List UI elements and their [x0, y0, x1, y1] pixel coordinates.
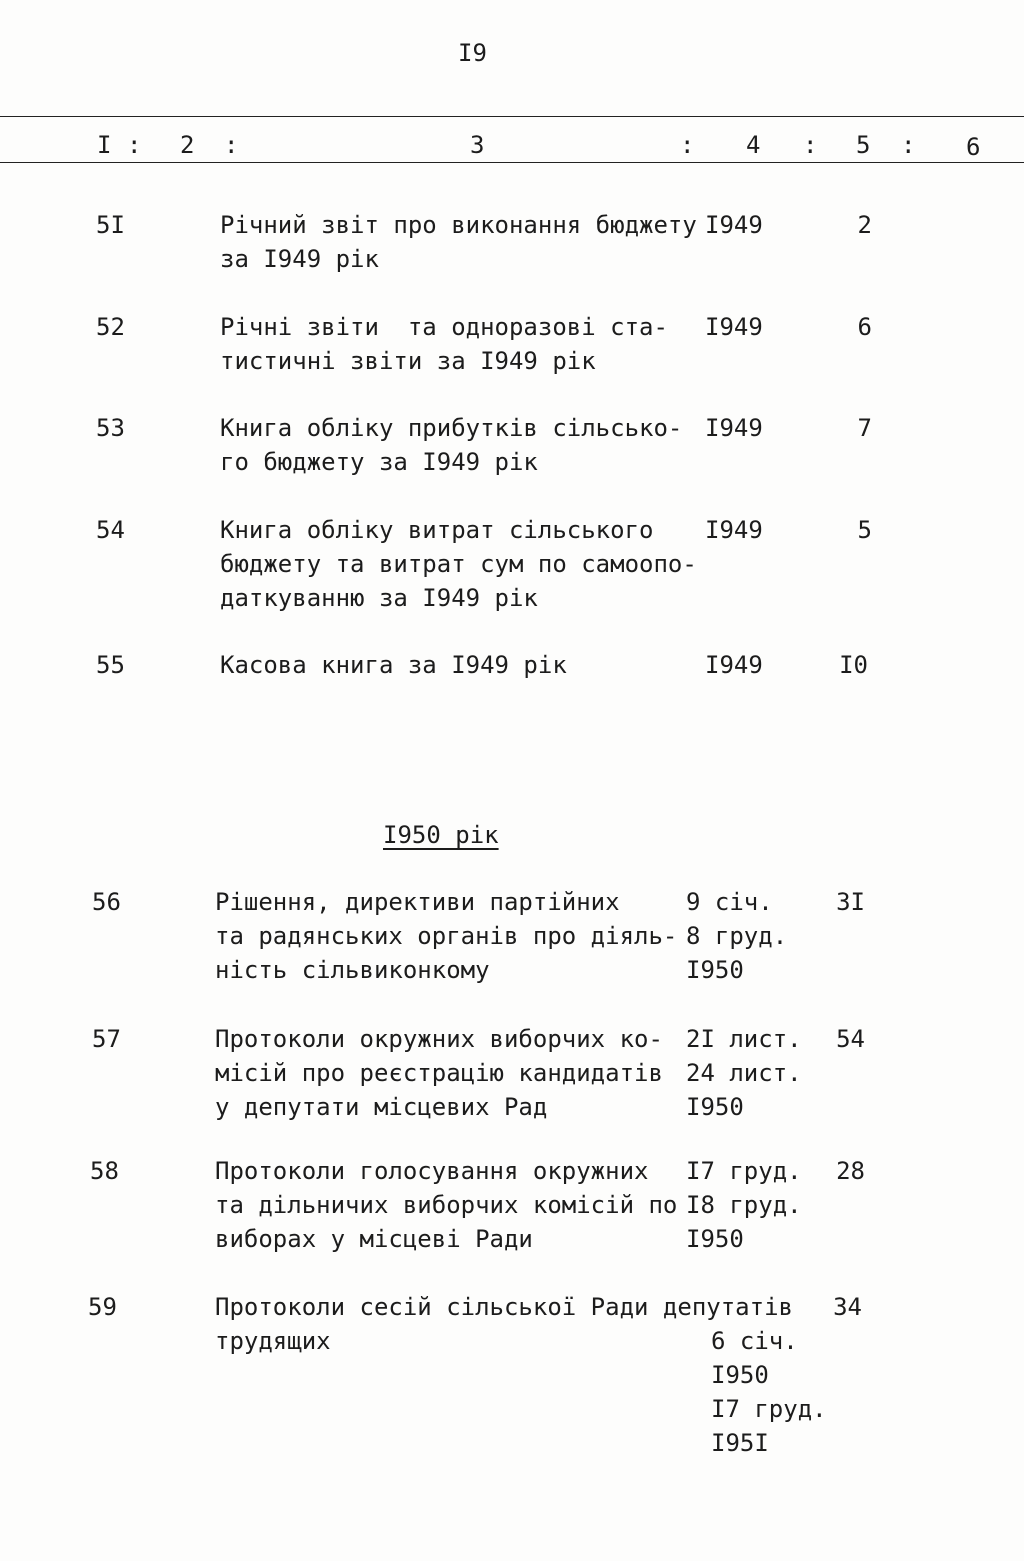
- entry-description: [215, 1154, 677, 1256]
- description-line: за I949 рік: [220, 245, 379, 273]
- column-header-6: 6: [966, 133, 981, 161]
- date-line: I950: [686, 1225, 744, 1253]
- description-line: трудящих: [215, 1327, 331, 1355]
- date-line: I950: [686, 1093, 744, 1121]
- entry-number: 59: [88, 1293, 117, 1321]
- entry-dates: [686, 1022, 802, 1124]
- entry-sheet-count: 54: [836, 1025, 865, 1053]
- entry-description: [220, 411, 682, 479]
- description-line: ність сільвиконкому: [215, 956, 490, 984]
- entry-sheet-count: 28: [836, 1157, 865, 1185]
- date-line: I950: [686, 956, 744, 984]
- entry-dates: [686, 1154, 802, 1256]
- date-line: I950: [711, 1361, 769, 1389]
- column-header-separator: :: [224, 131, 239, 159]
- date-line: I7 груд.: [686, 1157, 802, 1185]
- date-line: I949: [705, 651, 763, 679]
- column-header-4: 4: [746, 131, 761, 159]
- description-line: Книга обліку витрат сільського: [220, 516, 654, 544]
- column-header-5: 5: [856, 131, 871, 159]
- entry-description: [215, 1290, 793, 1358]
- entry-dates: [705, 208, 763, 242]
- entry-sheet-count: 7: [857, 414, 872, 442]
- entry-description: [215, 1022, 663, 1124]
- date-line: I95I: [711, 1429, 769, 1457]
- description-line: та дільничих виборчих комісій по: [215, 1191, 678, 1219]
- date-line: I949: [705, 313, 763, 341]
- entry-sheet-count: I0: [839, 651, 868, 679]
- description-line: у депутати місцевих Рад: [215, 1093, 548, 1121]
- description-line: Рішення, директиви партійних: [215, 888, 620, 916]
- description-line: Касова книга за I949 рік: [220, 651, 567, 679]
- header-bottom-rule: [0, 162, 1024, 163]
- header-top-rule: [0, 116, 1024, 117]
- description-line: Протоколи окружних виборчих ко-: [215, 1025, 663, 1053]
- entry-sheet-count: 34: [833, 1293, 862, 1321]
- entry-number: 55: [96, 651, 125, 679]
- entry-sheet-count: 6: [857, 313, 872, 341]
- column-header-3: 3: [470, 131, 485, 159]
- entry-sheet-count: 3I: [836, 888, 865, 916]
- date-line: I949: [705, 414, 763, 442]
- entry-dates: [686, 885, 787, 987]
- entry-number: 53: [96, 414, 125, 442]
- entry-description: [220, 513, 697, 615]
- page-number: I9: [458, 39, 487, 67]
- date-line: I7 груд.: [711, 1395, 827, 1423]
- entry-number: 54: [96, 516, 125, 544]
- column-header-separator: :: [901, 131, 916, 159]
- column-header-1: I: [97, 131, 112, 159]
- entry-sheet-count: 5: [857, 516, 872, 544]
- entry-number: 52: [96, 313, 125, 341]
- date-line: 2I лист.: [686, 1025, 802, 1053]
- column-header-separator: :: [127, 131, 142, 159]
- entry-number: 5I: [96, 211, 125, 239]
- entry-number: 58: [90, 1157, 119, 1185]
- date-line: I8 груд.: [686, 1191, 802, 1219]
- date-line: 8 груд.: [686, 922, 788, 950]
- date-line: 24 лист.: [686, 1059, 802, 1087]
- entry-number: 57: [92, 1025, 121, 1053]
- entry-dates: [705, 648, 763, 682]
- entry-sheet-count: 2: [857, 211, 872, 239]
- description-line: го бюджету за I949 рік: [220, 448, 538, 476]
- description-line: Річний звіт про виконання бюджету: [220, 211, 697, 239]
- date-line: I949: [705, 516, 763, 544]
- description-line: Протоколи сесій сільської Ради депутатів: [215, 1293, 793, 1321]
- column-header-separator: :: [680, 131, 695, 159]
- entry-dates: [705, 513, 763, 547]
- description-line: Протоколи голосування окружних: [215, 1157, 649, 1185]
- column-header-separator: :: [803, 131, 818, 159]
- entry-dates: [705, 411, 763, 445]
- entry-dates: [705, 310, 763, 344]
- section-title: I950 рік: [383, 821, 499, 849]
- entry-description: [220, 208, 697, 276]
- description-line: Річні звіти та одноразові ста-: [220, 313, 668, 341]
- entry-description: [220, 648, 567, 682]
- entry-description: [220, 310, 668, 378]
- description-line: виборах у місцеві Ради: [215, 1225, 533, 1253]
- description-line: та радянських органів про діяль-: [215, 922, 678, 950]
- description-line: тистичні звіти за I949 рік: [220, 347, 596, 375]
- entry-dates: [711, 1324, 827, 1460]
- entry-number: 56: [92, 888, 121, 916]
- column-header-2: 2: [180, 131, 195, 159]
- date-line: 9 січ.: [686, 888, 773, 916]
- date-line: 6 січ.: [711, 1327, 798, 1355]
- description-line: даткуванню за I949 рік: [220, 584, 538, 612]
- entry-description: [215, 885, 677, 987]
- description-line: бюджету та витрат сум по самоопо-: [220, 550, 697, 578]
- description-line: місій про реєстрацію кандидатів: [215, 1059, 663, 1087]
- description-line: Книга обліку прибутків сільсько-: [220, 414, 683, 442]
- date-line: I949: [705, 211, 763, 239]
